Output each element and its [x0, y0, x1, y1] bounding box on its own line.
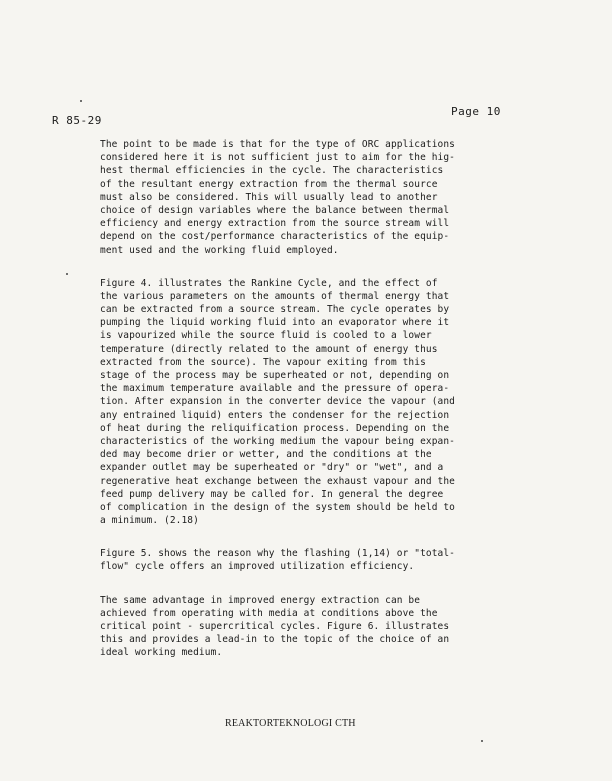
text-line: ded may become drier or wetter, and the conditions at the [100, 449, 432, 461]
paragraph [100, 547, 510, 573]
text-line: temperature (directly related to the amount of energy thus [100, 343, 438, 355]
text-line: choice of design variables where the balance between thermal [100, 204, 450, 216]
scan-speck [481, 740, 483, 742]
text-line: Figure 4. illustrates the Rankine Cycle, and the effect of [100, 277, 438, 289]
paragraph [100, 277, 510, 528]
text-line: regenerative heat exchange between the exhaust vapour and the [100, 475, 455, 487]
text-line: ment used and the working fluid employed. [100, 244, 339, 256]
text-line: the maximum temperature available and the pressure of opera- [100, 383, 450, 395]
text-line: hest thermal efficiencies in the cycle. The characteristics [100, 165, 444, 177]
text-line: depend on the cost/performance characteristics of the equip- [100, 231, 450, 243]
text-line: can be extracted from a source stream. The cycle operates by [100, 304, 450, 316]
text-line: the various parameters on the amounts of thermal energy that [100, 290, 450, 302]
text-line: ideal working medium. [100, 647, 223, 659]
text-line: a minimum. (2.18) [100, 515, 199, 527]
text-line: of complication in the design of the system should be held to [100, 501, 455, 513]
text-line: tion. After expansion in the converter device the vapour (and [100, 396, 455, 408]
body-text [100, 138, 510, 680]
scan-speck [66, 273, 68, 275]
text-line: The point to be made is that for the type of ORC applications [100, 139, 455, 150]
text-line: must also be considered. This will usually lead to another [100, 191, 438, 203]
text-line: The same advantage in improved energy extraction can be [100, 594, 421, 606]
paragraph [100, 594, 510, 660]
text-line: of heat during the reliquification process. Depending on the [100, 422, 450, 434]
text-line: any entrained liquid) enters the condenser for the rejection [100, 409, 450, 421]
paragraph [100, 138, 510, 257]
footer-institution: REAKTORTEKNOLOGI CTH [225, 718, 356, 729]
page-number: Page 10 [451, 105, 501, 118]
report-number: R 85-29 [52, 114, 102, 127]
text-line: considered here it is not sufficient just to aim for the hig- [100, 152, 455, 164]
text-line: efficiency and energy extraction from the source stream will [100, 218, 450, 230]
scan-speck [80, 100, 82, 102]
text-line: is vapourized while the source fluid is cooled to a lower [100, 330, 432, 342]
text-line: expander outlet may be superheated or "dry" or "wet", and a [100, 462, 444, 474]
text-line: flow" cycle offers an improved utilization efficiency. [100, 561, 415, 573]
text-line: critical point - supercritical cycles. Figure 6. illustrates [100, 621, 450, 632]
text-line: Figure 5. shows the reason why the flashing (1,14) or "total- [100, 548, 455, 560]
text-line: achieved from operating with media at conditions above the [100, 607, 438, 619]
text-line: pumping the liquid working fluid into an evaporator where it [100, 317, 450, 329]
text-line: extracted from the source). The vapour exiting from this [100, 356, 426, 368]
text-line: feed pump delivery may be called for. In general the degree [100, 488, 444, 500]
text-line: this and provides a lead-in to the topic of the choice of an [100, 634, 450, 646]
text-line: of the resultant energy extraction from the thermal source [100, 178, 438, 190]
text-line: stage of the process may be superheated or not, depending on [100, 370, 450, 381]
text-line: characteristics of the working medium the vapour being expan- [100, 435, 455, 447]
